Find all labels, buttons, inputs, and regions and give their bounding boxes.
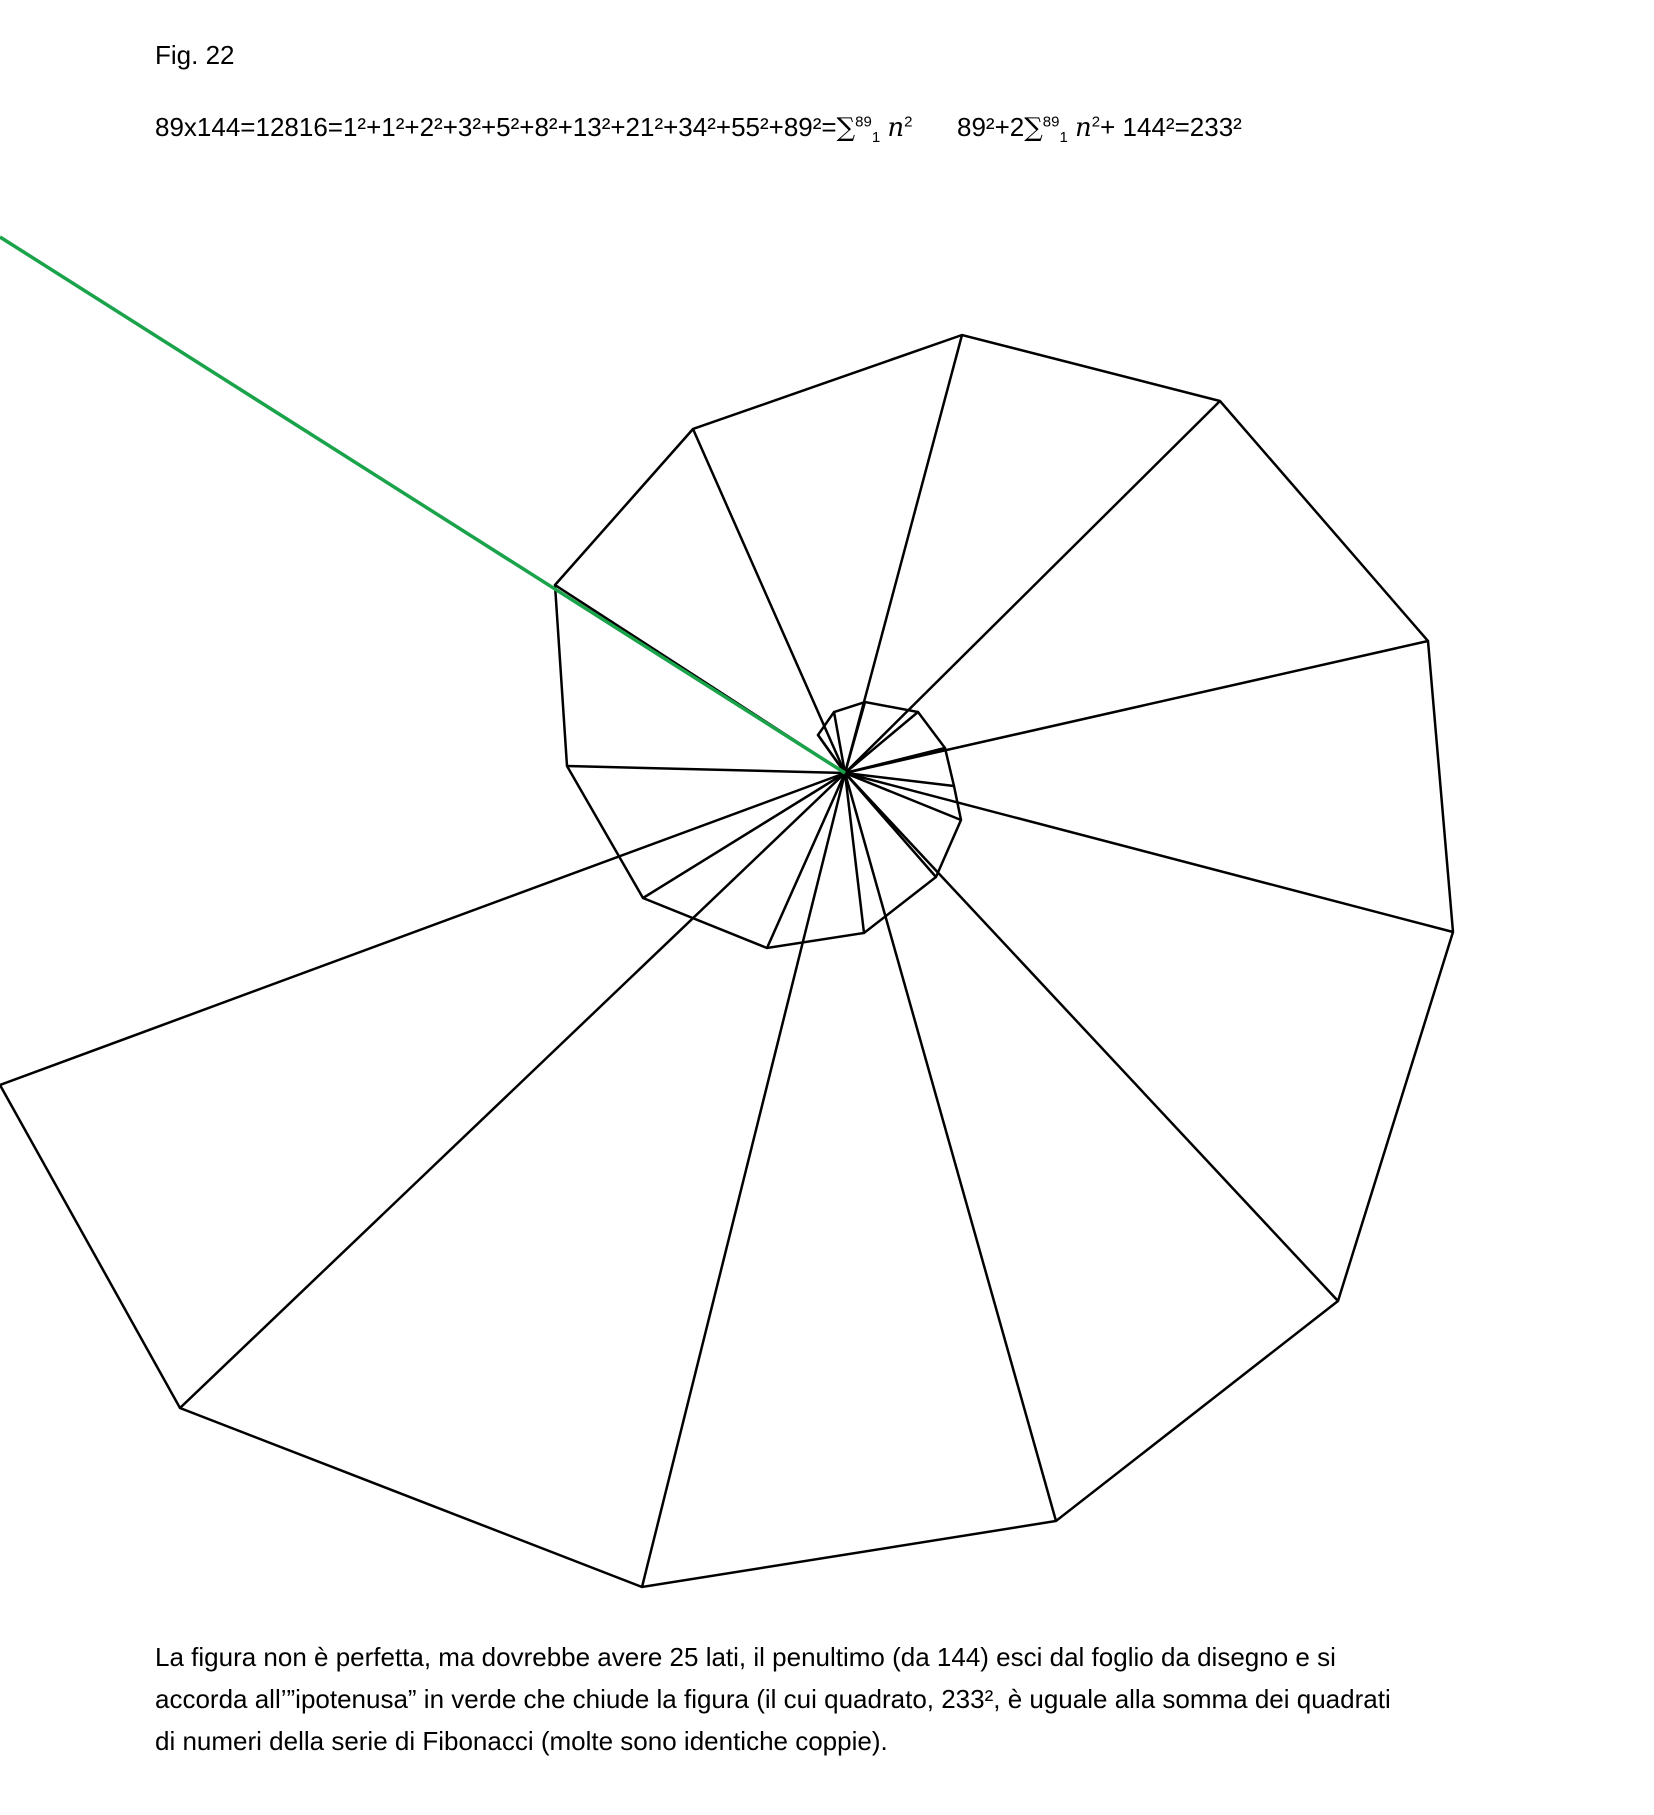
sum-variable: n xyxy=(887,113,905,143)
spoke-line xyxy=(693,429,845,773)
sum-exponent-2: 2 xyxy=(1091,113,1101,131)
caption-line-2: accorda all’”ipotenusa” in verde che chiude la figura (il cui quadrato, 233², è uguale alla somma dei quadrati xyxy=(155,1684,1391,1714)
sum-symbol-2: ∑ xyxy=(1024,113,1043,143)
green-hypotenuse xyxy=(0,237,845,773)
spoke-line xyxy=(845,641,1428,773)
formula-part2-suffix: + 144²=233² xyxy=(1100,112,1242,142)
figure-label: Fig. 22 xyxy=(155,40,235,70)
formula-part2-prefix: 89²+2 xyxy=(956,112,1025,142)
caption-line-1: La figura non è perfetta, ma dovrebbe avere 25 lati, il penultimo (da 144) esci dal foglio da disegno e si xyxy=(155,1642,1336,1672)
spoke-line xyxy=(845,401,1220,773)
spoke-line xyxy=(642,773,845,1587)
sum-lower-2: 1 xyxy=(1059,129,1068,147)
formula-part1: 89x144=12816=1²+1²+2²+3²+5²+8²+13²+21²+34²+55²+89²= xyxy=(155,112,837,142)
sum-upper: 89 xyxy=(855,113,872,131)
caption-line-3: di numeri della serie di Fibonacci (molte sono identiche coppie). xyxy=(155,1726,888,1756)
spoke-line xyxy=(567,766,845,773)
caption xyxy=(155,1636,1555,1762)
spoke-line xyxy=(845,773,1453,932)
spoke-line xyxy=(845,335,962,773)
sum-lower: 1 xyxy=(871,129,881,147)
sum-exponent: 2 xyxy=(904,113,913,131)
sum-upper-2: 89 xyxy=(1042,113,1060,131)
spoke-line xyxy=(180,773,845,1408)
spoke-line xyxy=(767,773,845,948)
sum-variable-2: n xyxy=(1075,113,1092,143)
spiral-outline xyxy=(0,335,1453,1587)
spiral-spokes xyxy=(0,335,1453,1587)
spoke-line xyxy=(845,773,864,933)
sum-symbol: ∑ xyxy=(836,113,856,143)
